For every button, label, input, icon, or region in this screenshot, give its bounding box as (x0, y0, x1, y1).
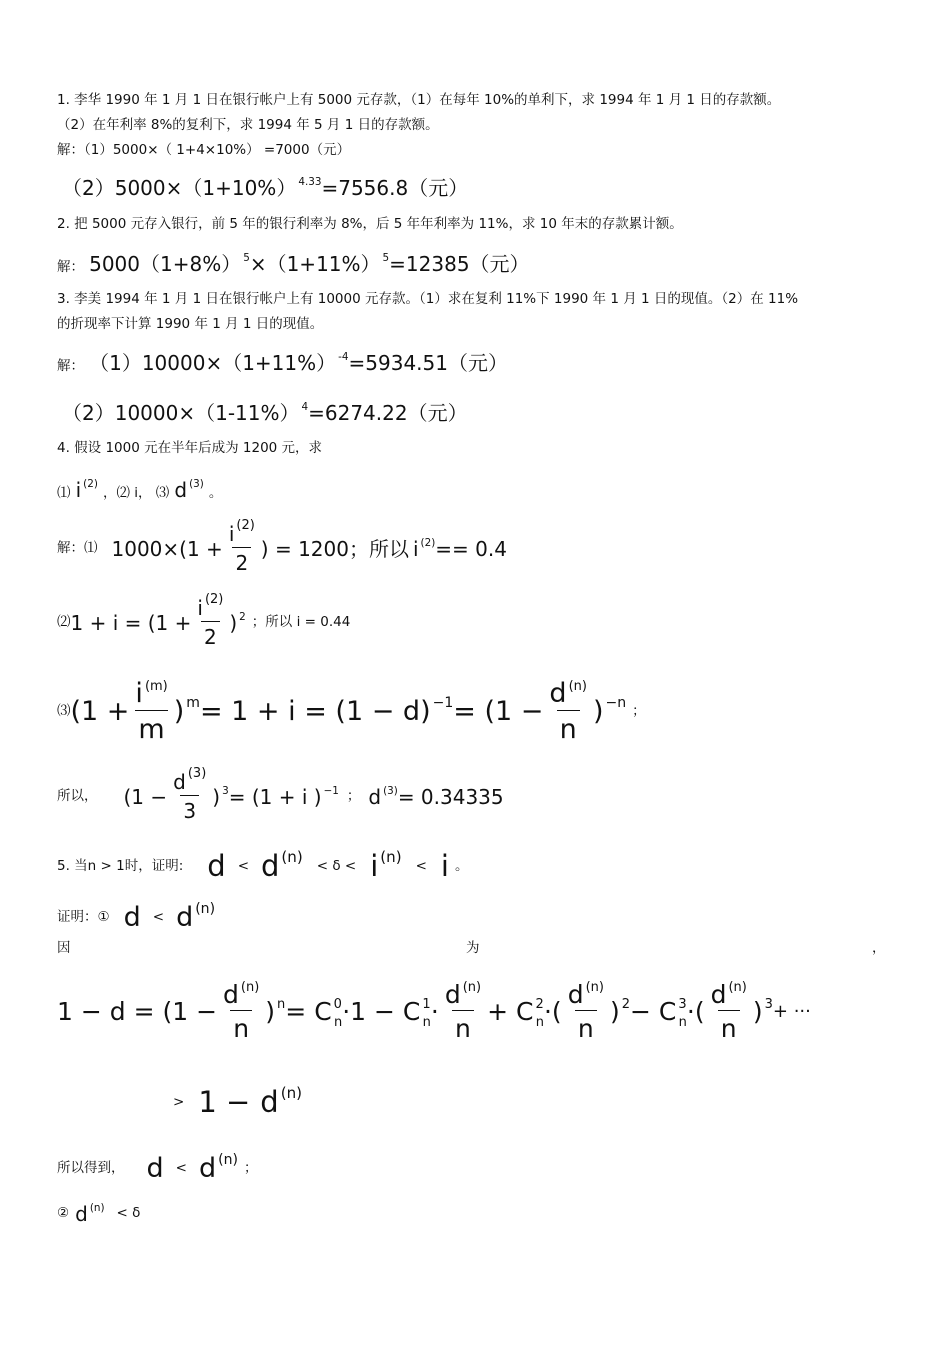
s2-e2: 5 (382, 252, 390, 265)
eq-b-paren: ) (265, 997, 276, 1026)
eq-a: 1 − d = (1 − (57, 997, 218, 1026)
eq-frac2-den: n (452, 1010, 474, 1041)
problem-3-line-2: 的折现率下计算 1990 年 1 月 1 日的现值。 (57, 316, 324, 332)
eq-h (609, 996, 630, 1026)
p5-l1-g-sup: (n) (380, 847, 402, 866)
s4-3-e (592, 694, 627, 727)
s4-3-num (132, 680, 170, 710)
eq-j: ·( (686, 997, 705, 1026)
c2-a (75, 1204, 104, 1224)
p5-l1-e-d: d (261, 849, 280, 883)
eq-frac4-den: n (718, 1010, 740, 1041)
problem-4-line-1: 4. 假设 1000 元在半年后成为 1200 元，求 (57, 440, 323, 456)
s4-1-num (226, 517, 258, 547)
p5-l1-c: d (207, 849, 226, 883)
eq-frac1 (220, 979, 262, 1043)
eq-b-sup: n (277, 996, 286, 1012)
so-c-sup: (n) (218, 1151, 238, 1168)
eq-e: · (430, 997, 439, 1026)
s4-4-label: 所以， (57, 787, 98, 804)
eq-h-sup: 2 (621, 996, 630, 1012)
s4-4-num (170, 765, 209, 795)
p5-l1-i: i (440, 849, 449, 883)
wei-char: 为 (466, 940, 480, 956)
eq-frac1-den: n (230, 1010, 252, 1041)
s2-jie: 解： (57, 259, 84, 275)
s4-4-b-paren: ) (212, 784, 221, 809)
eq-b (265, 996, 286, 1026)
s4-3-den: m (135, 710, 167, 743)
s4-4-a: (1 − (123, 784, 168, 809)
s4-3-e-paren: ) (592, 696, 604, 727)
eq-frac3-d: d (567, 980, 584, 1009)
s4-1-d-i: i (412, 536, 419, 561)
so-c-d: d (198, 1153, 217, 1184)
pr-a: d (123, 902, 141, 933)
conclusion-1 (57, 1151, 258, 1184)
solution-4-part-4 (57, 765, 504, 823)
eq-f: + C (487, 997, 534, 1026)
solution-4-part-2 (57, 591, 351, 649)
eq-k-paren: ) (752, 997, 763, 1026)
s4-1-label: 解：⑴ (57, 539, 98, 556)
s4-4-c-text: = (1 + i ) (228, 784, 322, 809)
s4-4-num-sup: (3) (187, 765, 207, 781)
eq-h-paren: ) (609, 997, 620, 1026)
eq-frac1-sup: (n) (240, 979, 260, 995)
problem-3-line-1: 3. 李美 1994 年 1 月 1 日在银行帐户上有 10000 元存款。（1）求在复利 11%下 1990 年 1 月 1 日的现值。（2）在 11% (57, 291, 799, 307)
s4-3-d: = (1 − (453, 696, 544, 727)
s4-4-num-d: d (173, 770, 186, 794)
s3-2-b: =6274.22（元） (308, 401, 468, 425)
s4-1-d-sup: (2) (420, 536, 436, 549)
eq-frac3-sup: (n) (585, 979, 604, 995)
s1-2-base: （2）5000×（1+10%） (62, 176, 297, 200)
so-d: ； (243, 1159, 258, 1176)
solution-1-part-1: 解：（1）5000×（ 1+4×10%） =7000（元） (57, 142, 351, 158)
s4-3-c-text: = 1 + i = (1 − d) (199, 696, 431, 727)
s2-expr (89, 252, 529, 276)
eq-frac2-sup: (n) (462, 979, 482, 995)
s4-1-e: == 0.4 (435, 536, 507, 561)
p5-l1-e-sup: (n) (281, 847, 303, 866)
pr-label: 证明：① (57, 908, 110, 925)
ineq-c (260, 1083, 303, 1119)
s4-1-den: 2 (232, 547, 251, 573)
s4-4-frac (170, 765, 209, 823)
eq-f-sub: n (535, 1014, 544, 1030)
s4-4-b-sup: 3 (222, 784, 229, 797)
p5-l1-a: 5. 当 (57, 857, 88, 874)
so-c (198, 1151, 238, 1184)
s2-e1: 5 (243, 252, 250, 265)
eq-d-sup: 1 (422, 996, 431, 1012)
s4-3-num-i: i (135, 678, 143, 709)
solution-1-part-2 (62, 178, 468, 198)
s4-4-e-d: d (368, 784, 382, 809)
eq-i-sub: n (678, 1014, 687, 1030)
eq-c (285, 996, 343, 1030)
expansion-equation (57, 979, 811, 1043)
s4-4-d: ； (346, 787, 361, 804)
p5-l1-h: < (415, 857, 427, 874)
solution-2 (57, 254, 530, 275)
s4-4-e (368, 784, 398, 809)
problem-5-line-1 (57, 847, 469, 883)
eq-l: + ··· (772, 1000, 811, 1022)
q-end: 。 (208, 485, 223, 501)
so-b: < (175, 1159, 187, 1176)
eq-f-sup: 2 (535, 996, 544, 1012)
eq-d-sub: n (422, 1014, 431, 1030)
proof-1-statement (57, 900, 216, 933)
s4-3-frac (132, 680, 170, 743)
s4-3-b-paren: ) (173, 696, 185, 727)
p5-l1-d: < (237, 857, 249, 874)
eq-c-text: = C (285, 997, 332, 1026)
s4-2-num-i: i (197, 596, 203, 620)
s4-3-num-sup: (m) (144, 678, 168, 694)
q2-label: ，⑵ i， ⑶ (102, 485, 170, 501)
s4-1-frac (226, 517, 258, 575)
s4-4-b (212, 784, 229, 809)
eq-i-idx (676, 996, 687, 1030)
pr-b: < (152, 908, 165, 925)
s4-3-b (173, 694, 200, 727)
p5-l1-f: < δ < (316, 857, 357, 874)
s4-4-c (228, 784, 339, 809)
s2-c: =12385（元） (389, 252, 530, 276)
s4-4-c-sup: −1 (323, 784, 339, 797)
ineq-c-d: d (260, 1085, 279, 1119)
s4-3-den2: n (557, 710, 580, 743)
s1-2-result: =7556.8（元） (321, 176, 469, 200)
q1-var (76, 478, 98, 502)
ineq-b: 1 − (198, 1085, 251, 1119)
proof-2-statement (57, 1204, 140, 1224)
s4-3-c (199, 694, 454, 727)
p5-l1-g (370, 847, 402, 883)
eq-frac1-num (220, 979, 262, 1010)
q1-i: i (75, 478, 82, 502)
yin-char: 因 (57, 940, 71, 956)
c2-b: < δ (116, 1205, 141, 1222)
problem-1-line-2: （2）在年利率 8%的复利下，求 1994 年 5 月 1 日的存款额。 (57, 117, 439, 133)
comma-char: ， (872, 940, 886, 956)
pr-c-d: d (176, 902, 194, 933)
eq-frac2-d: d (444, 980, 461, 1009)
s4-2-frac (194, 591, 226, 649)
problem-4-questions (57, 480, 222, 501)
s2-b: ×（1+11%） (249, 252, 381, 276)
pr-c-sup: (n) (195, 900, 216, 917)
pr-c (176, 900, 216, 933)
q1-label: ⑴ (57, 485, 71, 501)
s3-1-b: =5934.51（元） (348, 351, 508, 375)
s3-2-e: 4 (301, 401, 309, 414)
solution-3-part-1 (57, 353, 508, 374)
s4-2-num-sup: (2) (204, 591, 224, 607)
eq-frac4 (708, 979, 750, 1043)
c2-label: ② (57, 1205, 70, 1222)
so-label: 所以得到， (57, 1159, 125, 1176)
eq-i-sup: 3 (678, 996, 687, 1012)
eq-d: ·1 − C (342, 997, 421, 1026)
eq-i: − C (630, 997, 677, 1026)
eq-frac2 (442, 979, 484, 1043)
s4-2-a: 1 + i = (1 + (70, 610, 192, 635)
s4-4-f: = 0.34335 (397, 784, 504, 809)
eq-frac1-d: d (223, 980, 239, 1009)
q1-sup: (2) (83, 478, 98, 491)
eq-c-sup: 0 (333, 996, 342, 1012)
eq-k (752, 996, 773, 1026)
eq-frac3-num (565, 979, 607, 1010)
s4-3-frac2 (546, 680, 590, 743)
s4-1-num-i: i (228, 522, 235, 546)
s4-1-b: (1 + (179, 536, 223, 561)
eq-frac4-sup: (n) (728, 979, 747, 995)
problem-2-line-1: 2. 把 5000 元存入银行，前 5 年的银行利率为 8%，后 5 年年利率为 11%，求 10 年末的存款累计额。 (57, 216, 683, 232)
s4-4-e-sup: (3) (383, 784, 398, 797)
s3-1-e: -4 (338, 351, 349, 364)
s1-2-exp: 4.33 (298, 176, 322, 189)
eq-frac3-den: n (575, 1010, 597, 1041)
s4-3-num2-d: d (549, 678, 567, 709)
s4-2-c: ；所以 i = 0.44 (251, 613, 351, 630)
p5-l1-e (261, 847, 303, 883)
s4-1-d (412, 536, 436, 561)
eq-c-sub: n (333, 1014, 343, 1030)
c2-a-d: d (75, 1202, 88, 1226)
s4-4-den: 3 (180, 795, 199, 821)
eq-frac3 (565, 979, 607, 1043)
eq-k-sup: 3 (764, 996, 773, 1012)
ineq-c-sup: (n) (280, 1083, 303, 1102)
eq-frac4-d: d (710, 980, 727, 1009)
s4-2-den: 2 (201, 621, 220, 647)
eq-frac4-num (708, 979, 750, 1010)
s4-2-b (229, 610, 246, 635)
eq-frac2-num (442, 979, 484, 1010)
s4-3-num2 (546, 680, 590, 710)
s4-2-label: ⑵ (57, 613, 71, 630)
eq-g: ·( (543, 997, 562, 1026)
s4-1-num-sup: (2) (236, 517, 255, 533)
q3-var (174, 478, 203, 502)
q3-sup: (3) (189, 478, 204, 491)
s3-1-a: （1）10000×（1+11%） (89, 351, 337, 375)
s4-3-c-sup: −1 (432, 694, 454, 711)
s4-3-label: ⑶ (57, 702, 71, 719)
s4-1-a: 1000× (111, 536, 180, 561)
s3-jie: 解： (57, 358, 84, 374)
s4-3-num2-sup: (n) (568, 678, 587, 694)
solution-4-part-1 (57, 517, 507, 575)
q3-d: d (174, 478, 188, 502)
s4-2-b-paren: ) (229, 610, 238, 635)
eq-f-idx (533, 996, 544, 1030)
eq-d-idx (420, 996, 431, 1030)
solution-4-part-3 (57, 680, 646, 743)
problem-1-line-1: 1. 李华 1990 年 1 月 1 日在银行帐户上有 5000 元存款，（1）在每年 10%的单利下，求 1994 年 1 月 1 日的存款额。 (57, 92, 781, 108)
s4-3-a: (1 + (70, 696, 130, 727)
s4-1-c: ) = 1200；所以 (260, 536, 409, 561)
s4-3-e-sup: −n (605, 694, 627, 711)
s4-2-num (194, 591, 226, 621)
s3-1-expr (89, 351, 508, 375)
inequality-line (173, 1083, 303, 1119)
so-a: d (146, 1153, 164, 1184)
s4-3-b-sup: m (186, 694, 200, 711)
p5-l1-j: 。 (454, 857, 469, 874)
s3-2-a: （2）10000×（1-11%） (62, 401, 300, 425)
ineq-gt: > (173, 1093, 185, 1110)
c2-a-sup: (n) (89, 1202, 105, 1215)
p5-l1-g-i: i (370, 849, 379, 883)
s4-2-b-sup: 2 (239, 610, 246, 623)
s4-3-f: ； (632, 702, 646, 719)
solution-3-part-2 (62, 403, 468, 423)
s2-a: 5000（1+8%） (89, 252, 242, 276)
p5-l1-b: n > 1时，证明: (87, 857, 184, 874)
